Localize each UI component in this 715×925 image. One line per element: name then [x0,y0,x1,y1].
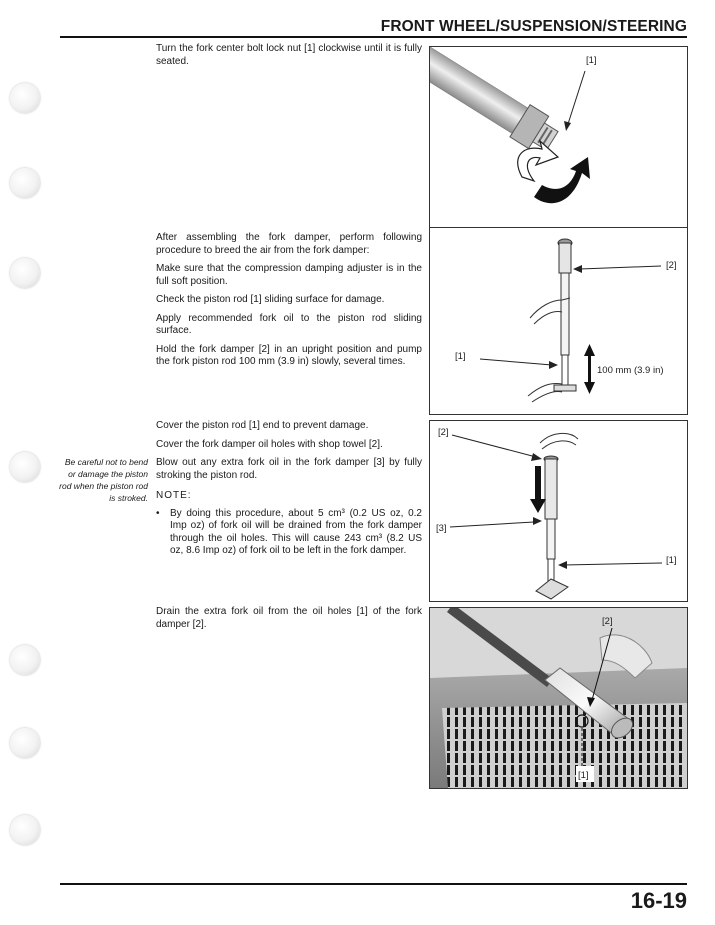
figure-locknut-drawing [430,47,687,227]
footer-rule [60,883,687,885]
step1-text-block [156,43,422,74]
figure-blow-out-drawing [430,421,687,601]
binder-hole [10,83,40,113]
rotate-arrow-outline [518,141,558,181]
figure-drain-photo [430,608,687,788]
page-number: 16-19 [630,888,687,913]
fig4-label-1: [1] [578,770,589,781]
step3-blow-out: Blow out any extra fork oil in the fork damper [3] by fully stroking the piston rod. [156,457,422,481]
step2-adjuster: Make sure that the compression damping adjuster is in the full soft position. [156,263,422,287]
binder-hole [10,645,40,675]
step2-check: Check the piston rod [1] sliding surface for damage. [156,294,385,305]
note-text: By doing this procedure, about 5 cm³ (0.2 US oz, 0.2 Imp oz) of fork oil will be drained from the fork damper through the oil holes. This will cause 243 cm³ (8.2 US oz, 8.6 Imp oz) of fork oil to be left in the fork damper. [170,507,422,556]
step4-text-block [156,606,422,637]
header-rule [60,36,687,38]
step3-cover-holes: Cover the fork damper oil holes with shop towel [2]. [156,438,383,450]
figure-blow-out [429,420,688,602]
fig3-label-2: [2] [438,427,449,438]
fig2-label-1: [1] [455,351,466,362]
binder-hole [10,258,40,288]
step4-drain: Drain the extra fork oil from the oil holes [1] of the fork damper [2]. [156,606,422,630]
step1-instruction: Turn the fork center bolt lock nut [1] clockwise until it is fully seated. [156,43,422,67]
figure-drain [429,607,688,789]
binder-hole [10,452,40,482]
binder-hole [10,815,40,845]
step2-pump: Hold the fork damper [2] in an upright position and pump the fork piston rod 100 mm (3.9 in) slowly, several times. [156,343,422,367]
step2-apply-oil: Apply recommended fork oil to the piston rod sliding surface. [156,312,422,336]
figure-pump [429,227,688,415]
step3-text-block [156,420,422,558]
binder-hole [10,168,40,198]
fig3-label-1: [1] [666,555,677,566]
fig2-stroke-label: 100 mm (3.9 in) [597,365,664,376]
fig2-label-2: [2] [666,260,677,271]
rotate-arrow-solid [534,157,590,203]
binder-hole [10,728,40,758]
figure-pump-drawing [430,228,687,414]
note-bullet: • [156,507,160,519]
note-item [156,508,422,558]
step2-intro: After assembling the fork damper, perform following procedure to breed the air from the fork damper: [156,232,422,256]
step3-cover-rod: Cover the piston rod [1] end to prevent damage. [156,420,369,431]
fig4-label-2: [2] [602,616,613,627]
section-title: FRONT WHEEL/SUSPENSION/STEERING [380,18,687,35]
figure-locknut [429,46,688,228]
fig1-label-1: [1] [586,55,597,66]
caution-note: Be careful not to bend or damage the piston rod when the piston rod is stroked. [59,457,148,503]
step2-text-block [156,232,422,375]
fig3-label-3: [3] [436,523,447,534]
note-label: NOTE: [156,490,192,501]
